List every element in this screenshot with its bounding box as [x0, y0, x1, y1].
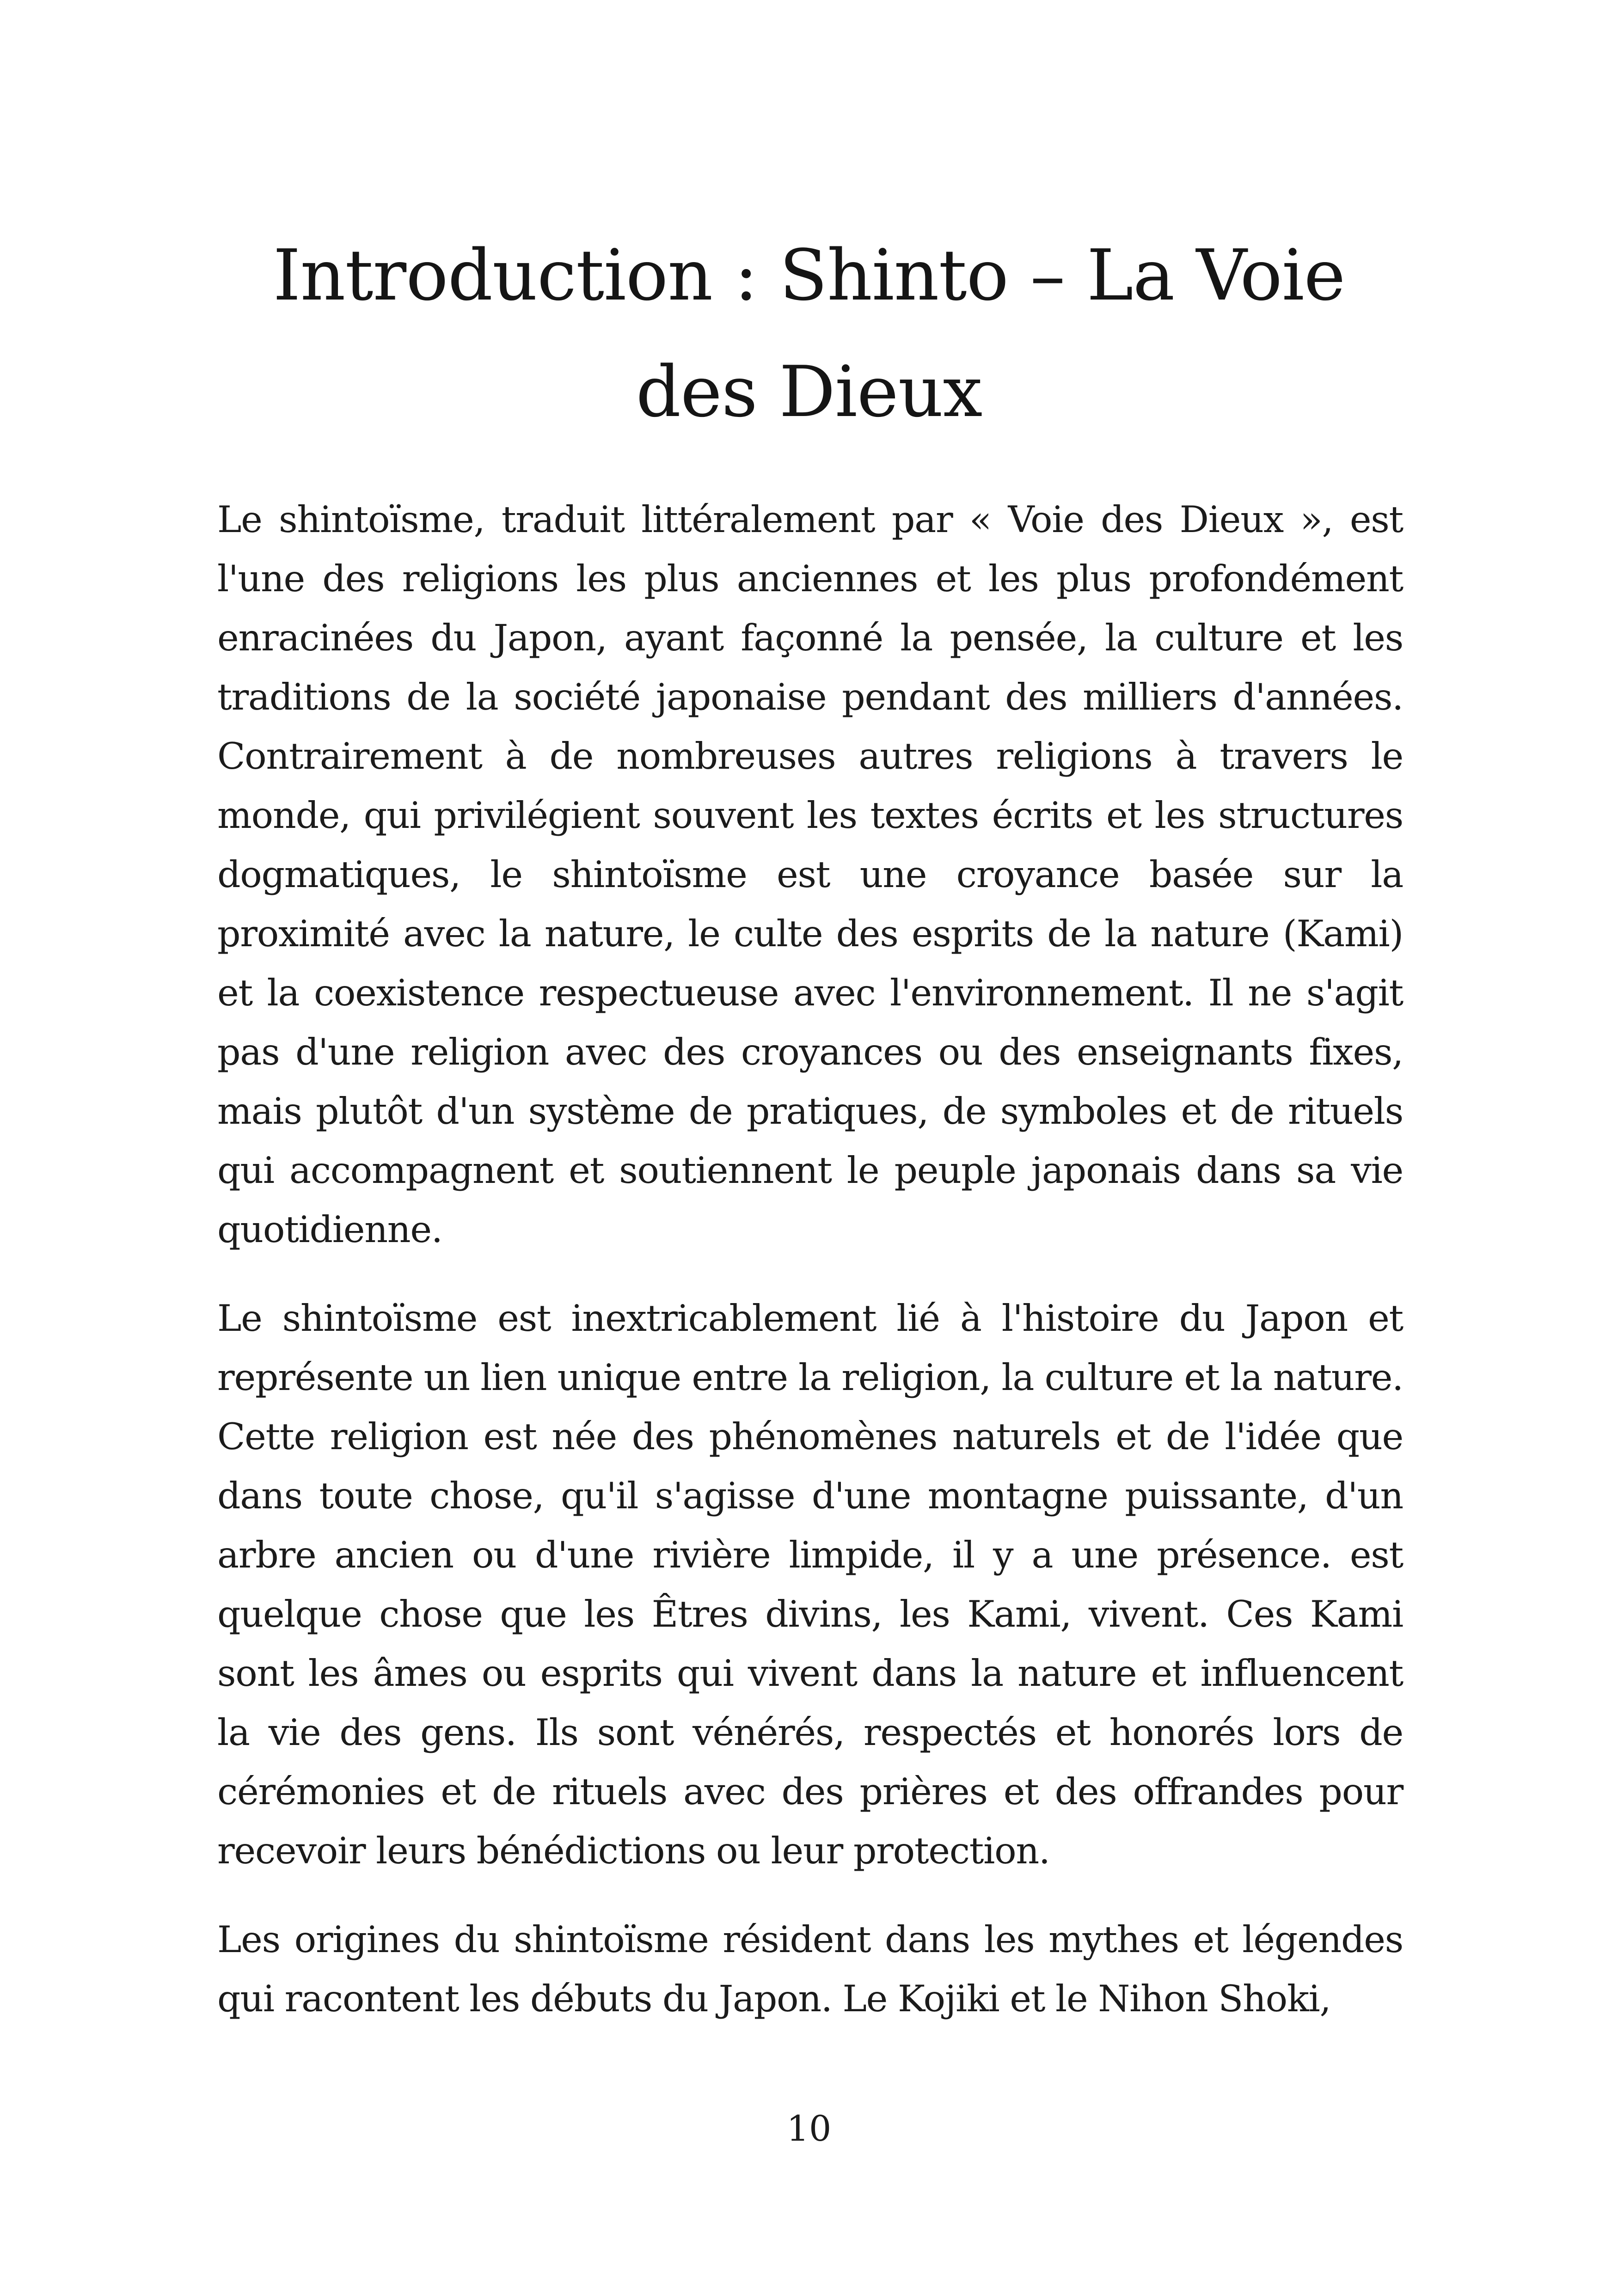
- chapter-title: [0, 217, 1618, 450]
- body-text: [217, 490, 1403, 2058]
- chapter-title-line-1: Introduction : Shinto – La Voie: [273, 234, 1345, 316]
- paragraph-1: Le shintoïsme, traduit littéralement par « Voie des Dieux », est l'une des religions les plus anciennes et les plus profondément enracinées du Japon, ayant façonné la pensée, la culture et les traditions de la société japonaise pendant des milliers d'années. Contrairement à de nombreuses autres religions à travers le monde, qui privilégient souvent les textes écrits et les structures dogmatiques, le shintoïsme est une croyance basée sur la proximité avec la nature, le culte des esprits de la nature (Kami) et la coexistence respectueuse avec l'environnement. Il ne s'agit pas d'une religion avec des croyances ou des enseignants fixes, mais plutôt d'un système de pratiques, de symboles et de rituels qui accompagnent et soutiennent le peuple japonais dans sa vie quotidienne.: [217, 498, 1403, 1251]
- chapter-title-line-2: des Dieux: [636, 351, 982, 433]
- paragraph-3: Les origines du shintoïsme résident dans les mythes et légendes qui racontent les débuts du Japon. Le Kojiki et le Nihon Shoki,: [217, 1918, 1403, 2020]
- page-number: 10: [786, 2108, 832, 2149]
- paragraph-2: Le shintoïsme est inextricablement lié à l'histoire du Japon et représente un lien unique entre la religion, la culture et la nature. Cette religion est née des phénomènes naturels et de l'idée que dans toute chose, qu'il s'agisse d'une montagne puissante, d'un arbre ancien ou d'une rivière limpide, il y a une présence. est quelque chose que les Êtres divins, les Kami, vivent. Ces Kami sont les âmes ou esprits qui vivent dans la nature et influencent la vie des gens. Ils sont vénérés, respectés et honorés lors de cérémonies et de rituels avec des prières et des offrandes pour recevoir leurs bénédictions ou leur protection.: [217, 1297, 1403, 1872]
